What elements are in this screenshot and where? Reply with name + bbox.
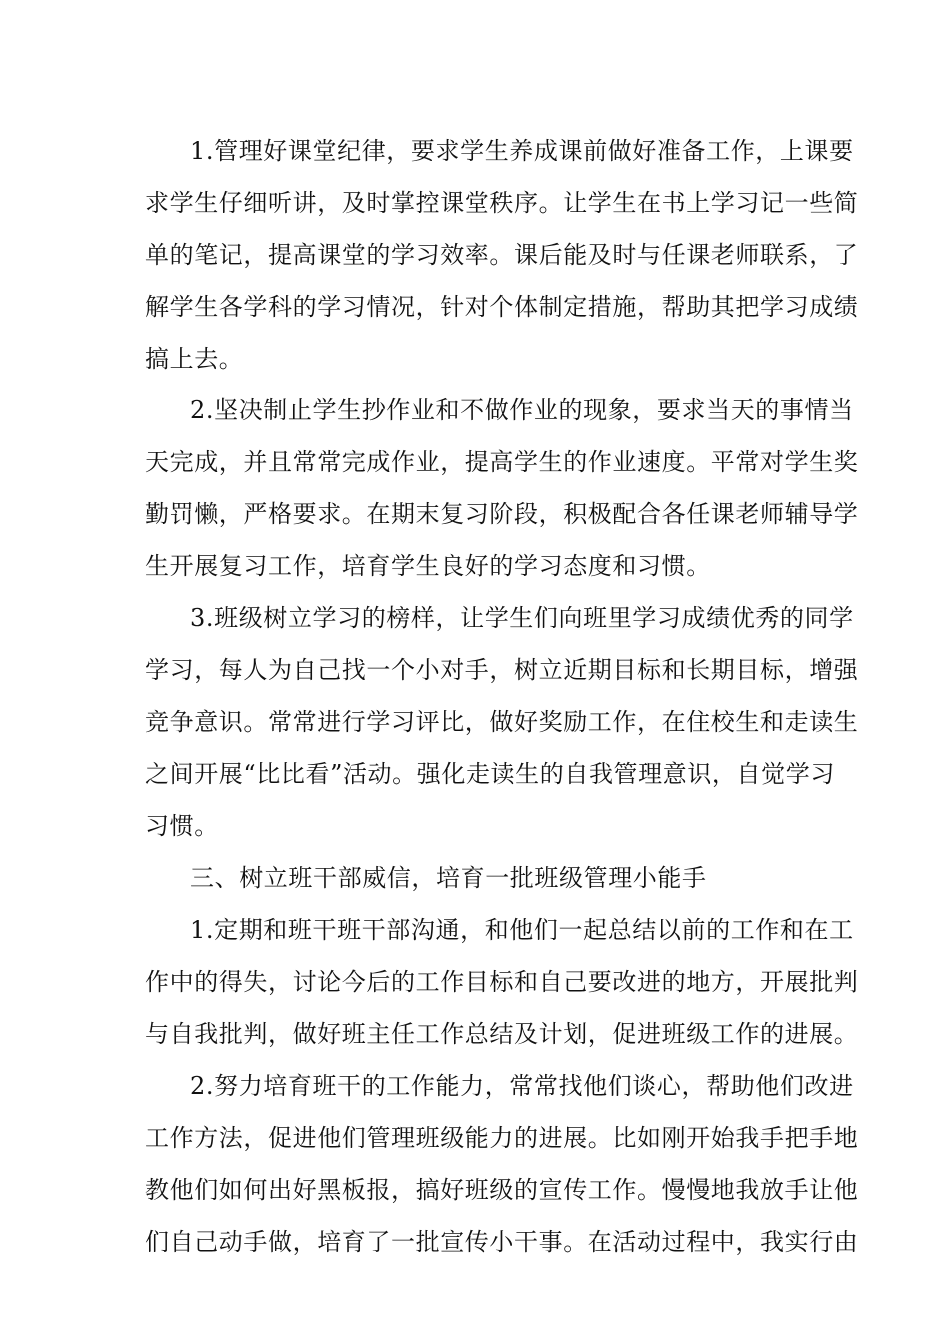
text-line: 学习，每人为自己找一个小对手，树立近期目标和长期目标，增强	[145, 656, 859, 684]
text-line: 单的笔记，提高课堂的学习效率。课后能及时与任课老师联系，了	[145, 241, 859, 269]
text-line: 1.管理好课堂纪律，要求学生养成课前做好准备工作，上课要	[190, 137, 854, 165]
text-line: 教他们如何出好黑板报，搞好班级的宣传工作。慢慢地我放手让他	[145, 1176, 859, 1204]
text-line: 工作方法，促进他们管理班级能力的进展。比如刚开始我手把手地	[145, 1124, 859, 1152]
text-line: 解学生各学科的学习情况，针对个体制定措施，帮助其把学习成绩	[145, 293, 859, 321]
text-line: 们自己动手做，培育了一批宣传小干事。在活动过程中，我实行由	[145, 1228, 859, 1256]
text-line: 3.班级树立学习的榜样，让学生们向班里学习成绩优秀的同学	[190, 604, 854, 632]
text-line: 2.努力培育班干的工作能力，常常找他们谈心，帮助他们改进	[190, 1072, 854, 1100]
text-line: 之间开展“比比看”活动。强化走读生的自我管理意识，自觉学习	[145, 760, 835, 788]
text-line: 2.坚决制止学生抄作业和不做作业的现象，要求当天的事情当	[190, 396, 854, 424]
text-line: 作中的得失，讨论今后的工作目标和自己要改进的地方，开展批判	[145, 968, 859, 996]
heading-line: 三、树立班干部威信，培育一批班级管理小能手	[190, 864, 707, 892]
text-line: 生开展复习工作，培育学生良好的学习态度和习惯。	[145, 552, 711, 580]
text-line: 求学生仔细听讲，及时掌控课堂秩序。让学生在书上学习记一些简	[145, 189, 859, 217]
text-line: 搞上去。	[145, 345, 244, 373]
text-line: 天完成，并且常常完成作业，提高学生的作业速度。平常对学生奖	[145, 448, 859, 476]
text-line: 习惯。	[145, 812, 219, 840]
text-line: 与自我批判，做好班主任工作总结及计划，促进班级工作的进展。	[145, 1020, 859, 1048]
text-line: 1.定期和班干班干部沟通，和他们一起总结以前的工作和在工	[190, 916, 854, 944]
text-line: 勤罚懒，严格要求。在期末复习阶段，积极配合各任课老师辅导学	[145, 500, 859, 528]
text-line: 竞争意识。常常进行学习评比，做好奖励工作，在住校生和走读生	[145, 708, 859, 736]
